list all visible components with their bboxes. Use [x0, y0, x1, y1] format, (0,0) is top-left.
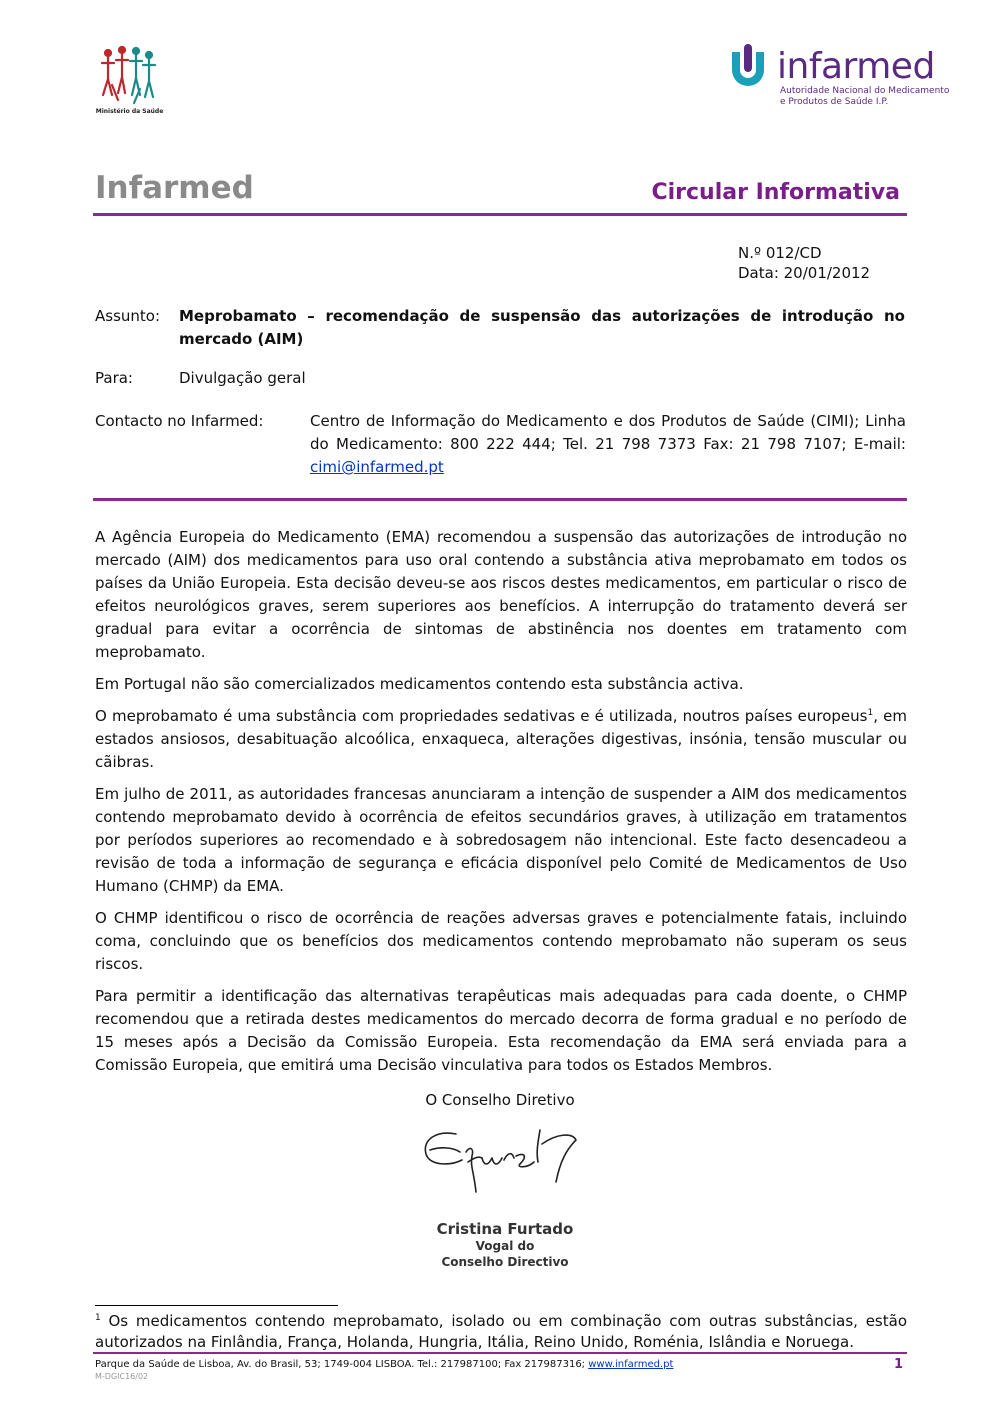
body-paragraph-2: Em Portugal não são comercializados medicamentos contendo esta substância activa.	[95, 675, 744, 693]
recipients-text: Divulgação geral	[179, 369, 306, 387]
footnote	[95, 1311, 907, 1353]
signatory-name: Cristina Furtado	[436, 1220, 574, 1238]
subject-text: Meprobamato – recomendação de suspensão das autorizações de introdução no mercado (AIM)	[179, 307, 905, 348]
recipients-label: Para:	[95, 369, 133, 387]
infarmed-logo-icon	[726, 44, 776, 90]
footer-address-text: Parque da Saúde de Lisboa, Av. do Brasil, 53; 1749-004 LISBOA. Tel.: 217987100; Fax 217987316;	[95, 1359, 589, 1370]
signatory-role: Vogal do	[475, 1239, 535, 1253]
body-paragraph-1: A Agência Europeia do Medicamento (EMA) recomendou a suspensão das autorizações de introdução no mercado (AIM) dos medicamentos para uso oral contendo a substância ativa meprobamato em todos os países da União Europeia. Esta decisão deveu-se aos riscos destes medicamentos, em particular o risco de efeitos neurológicos graves, serem superiores aos benefícios. A interrupção do tratamento deverá ser gradual para evitar a ocorrência de sintomas de abstinência nos doentes em tratamento com meprobamato.	[95, 528, 907, 661]
body-paragraph-6: Para permitir a identificação das alternativas terapêuticas mais adequadas para cada doente, o CHMP recomendou que a retirada destes medicamentos do mercado decorra de forma gradual e no período de 15 meses após a Decisão da Comissão Europeia. Esta recomendação da EMA será enviada para a Comissão Europeia, que emitirá uma Decisão vinculativa para todos os Estados Membros.	[95, 987, 907, 1074]
footnote-marker: 1	[95, 1313, 101, 1323]
footnote-divider	[95, 1305, 338, 1306]
form-code: M-DGIC16/02	[95, 1372, 149, 1381]
footnote-reference[interactable]: 1	[867, 708, 874, 718]
body-paragraph-3	[95, 705, 907, 774]
ministry-label: Ministério da Saúde	[95, 108, 164, 115]
circular-number: N.º 012/CD	[738, 244, 822, 262]
footer-address	[95, 1359, 673, 1370]
signatory-block	[420, 1220, 590, 1270]
signature-title: O Conselho Diretivo	[425, 1091, 575, 1109]
contact-label: Contacto no Infarmed:	[95, 412, 264, 430]
contact-text	[310, 410, 906, 479]
contact-email-link[interactable]: cimi@infarmed.pt	[310, 458, 444, 476]
subject-label: Assunto:	[95, 307, 161, 325]
contact-details: Centro de Informação do Medicamento e dos Produtos de Saúde (CIMI); Linha do Medicamento: 800 222 444; Tel. 21 798 7373 Fax: 21 798 7107; E-mail:	[310, 412, 906, 453]
footer-website-link[interactable]: www.infarmed.pt	[588, 1359, 674, 1370]
infarmed-logo-subtitle: Autoridade Nacional do Medicamento	[780, 86, 950, 96]
document-type: Circular Informativa	[651, 180, 900, 205]
infarmed-logo-subtitle-2: e Produtos de Saúde I.P.	[780, 97, 889, 107]
body-paragraph-5: O CHMP identificou o risco de ocorrência de reações adversas graves e potencialmente fatais, incluindo coma, concluindo que os benefícios dos medicamentos contendo meprobamato não superam os seus riscos.	[95, 909, 907, 973]
infarmed-logo-word: infarmed	[777, 46, 935, 87]
body-text	[95, 526, 907, 1086]
body-paragraph-3-end: , em estados ansiosos, desabituação alcoólica, enxaqueca, alterações digestivas, insónia, tensão muscular ou cãibras.	[95, 707, 907, 771]
body-paragraph-4: Em julho de 2011, as autoridades francesas anunciaram a intenção de suspender a AIM dos medicamentos contendo meprobamato devido à ocorrência de efeitos secundários graves, à utilização em tratamentos por períodos superiores ao recomendado e à sobredosagem não intencional. Este facto desencadeou a revisão de toda a informação de segurança e eficácia disponível pelo Comité de Medicamentos de Uso Humano (CHMP) da EMA.	[95, 785, 907, 895]
header-divider	[93, 213, 907, 216]
footnote-text: Os medicamentos contendo meprobamato, isolado ou em combinação com outras substâncias, estão autorizados na Finlândia, França, Holanda, Hungria, Itália, Reino Unido, Roménia, Islândia e Noruega.	[95, 1312, 907, 1351]
signatory-role-2: Conselho Directivo	[441, 1255, 569, 1269]
page-number: 1	[894, 1357, 904, 1372]
footer-divider	[93, 1352, 907, 1354]
circular-date: Data: 20/01/2012	[738, 264, 871, 282]
handwritten-signature	[416, 1122, 586, 1212]
section-divider	[93, 498, 907, 501]
body-paragraph-3-start: O meprobamato é uma substância com propriedades sedativas e é utilizada, noutros países europeus	[95, 707, 868, 725]
document-brand: Infarmed	[95, 170, 254, 206]
ministry-figures-logo	[98, 45, 158, 117]
